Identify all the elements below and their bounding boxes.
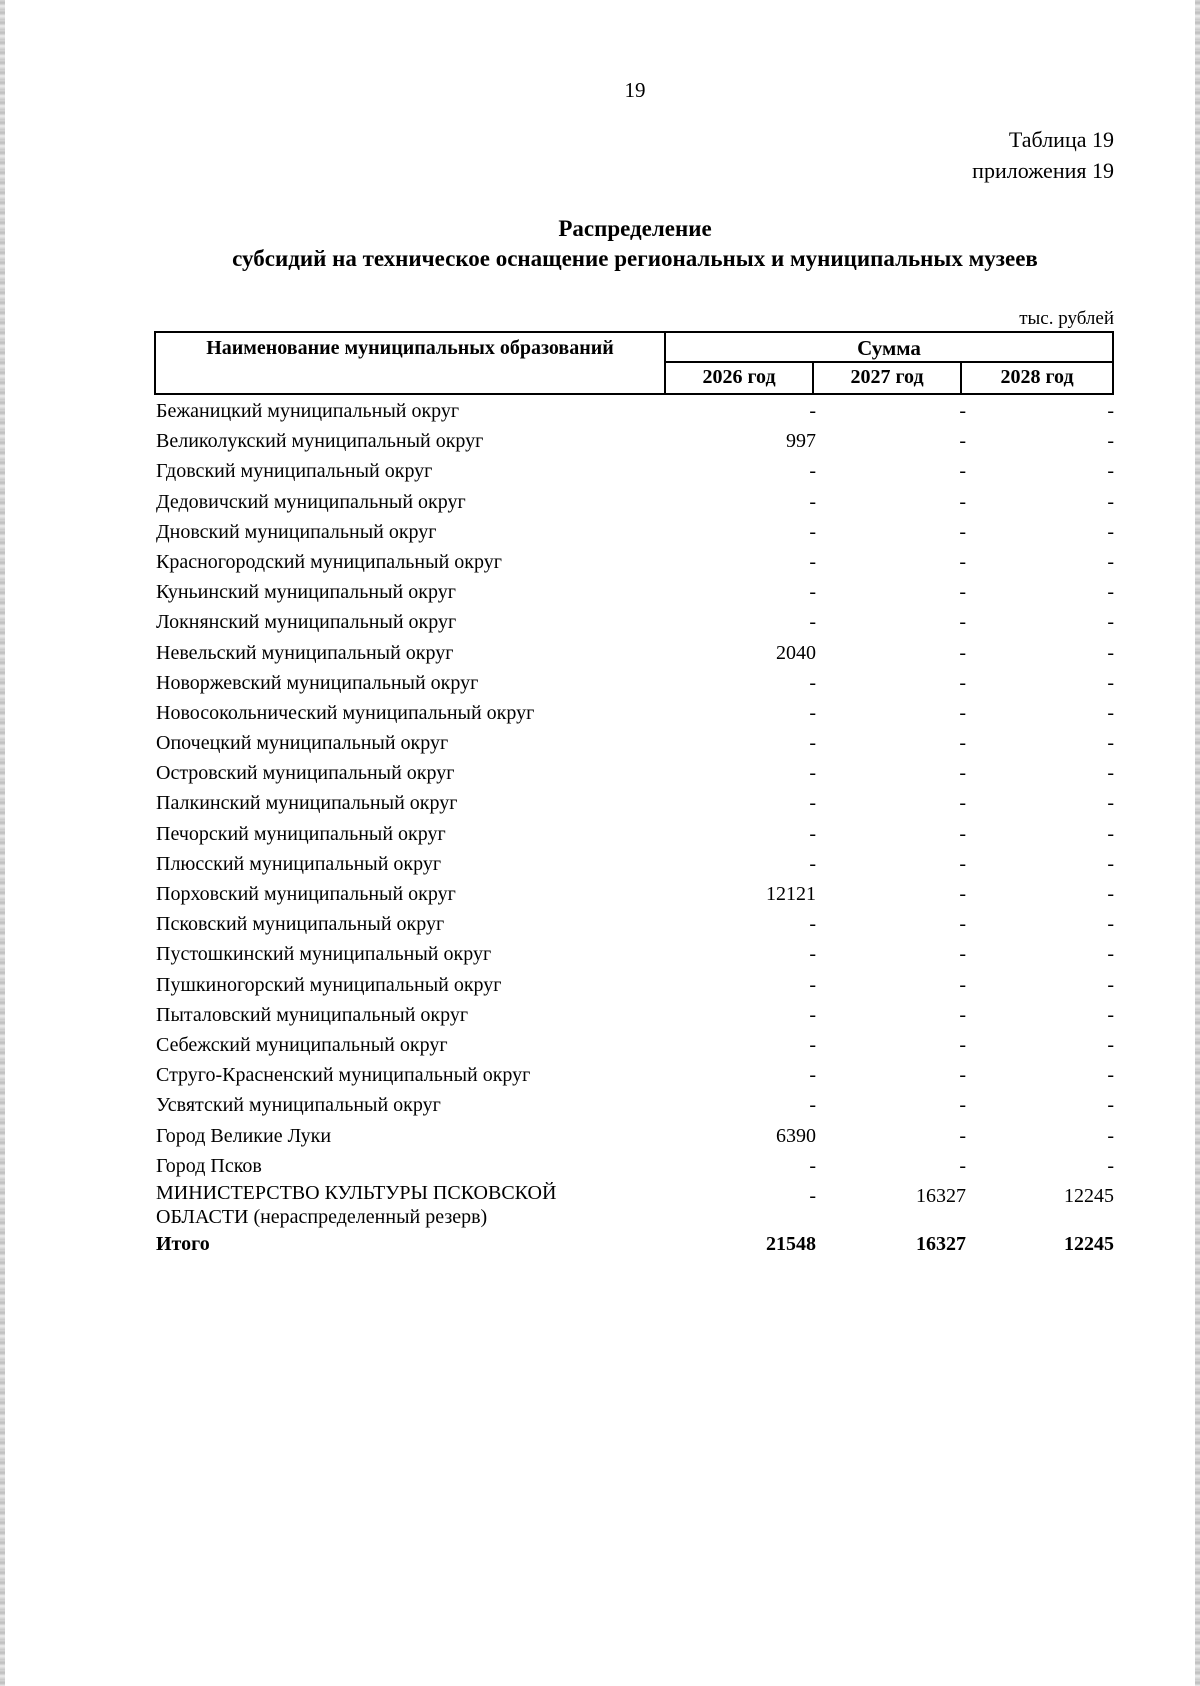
value-2028: - bbox=[1107, 883, 1114, 905]
table-row bbox=[156, 487, 1114, 517]
row-name: Струго-Красненский муниципальный округ bbox=[156, 1064, 531, 1087]
row-name: Печорский муниципальный округ bbox=[156, 822, 446, 845]
value-2026: 997 bbox=[786, 430, 816, 453]
value-2028: - bbox=[1107, 822, 1114, 845]
value-2028: - bbox=[1107, 913, 1114, 936]
value-2027: - bbox=[959, 611, 966, 634]
value-2026: - bbox=[809, 973, 816, 996]
row-name: Палкинский муниципальный округ bbox=[156, 792, 458, 815]
value-2027: - bbox=[959, 852, 966, 875]
value-2026: - bbox=[809, 822, 816, 845]
value-2027: - bbox=[959, 913, 966, 936]
value-2028: - bbox=[1107, 671, 1114, 694]
value-2027: - bbox=[959, 822, 966, 845]
value-2026: - bbox=[809, 490, 816, 513]
value-2028: - bbox=[1107, 611, 1114, 634]
value-2027: - bbox=[959, 671, 966, 694]
table-row bbox=[156, 517, 1114, 547]
value-2027: - bbox=[959, 520, 966, 543]
value-2028: - bbox=[1107, 701, 1114, 724]
value-2026: - bbox=[809, 732, 816, 755]
units-label: тыс. рублей bbox=[1019, 308, 1114, 329]
table-body bbox=[156, 396, 1114, 1259]
value-2028: - bbox=[1107, 1094, 1114, 1117]
value-2026: 12121 bbox=[766, 883, 816, 905]
value-2028: - bbox=[1107, 943, 1114, 966]
value-2028: - bbox=[1107, 792, 1114, 815]
table-row bbox=[156, 396, 1114, 426]
total-2028: 12245 bbox=[1064, 1232, 1114, 1255]
value-2028: - bbox=[1107, 400, 1114, 422]
value-2028: - bbox=[1107, 1124, 1114, 1147]
value-2027: - bbox=[959, 732, 966, 755]
value-2027: - bbox=[959, 1124, 966, 1147]
row-name: Город Псков bbox=[156, 1154, 262, 1177]
row-name: Новоржевский муниципальный округ bbox=[156, 671, 479, 694]
value-2027: - bbox=[959, 581, 966, 604]
row-name: МИНИСТЕРСТВО КУЛЬТУРЫ ПСКОВСКОЙ ОБЛАСТИ (нераспределенный резерв) bbox=[156, 1181, 557, 1228]
table-row bbox=[156, 638, 1114, 668]
value-2026: - bbox=[809, 701, 816, 724]
row-name: Красногородский муниципальный округ bbox=[156, 550, 502, 573]
value-2028: - bbox=[1107, 641, 1114, 664]
header-sum-column: Сумма bbox=[666, 333, 1112, 363]
value-2026: - bbox=[809, 1033, 816, 1056]
value-2027: - bbox=[959, 701, 966, 724]
value-2026: - bbox=[809, 550, 816, 573]
table-row bbox=[156, 970, 1114, 1000]
table-row bbox=[156, 456, 1114, 486]
value-2027: - bbox=[959, 762, 966, 785]
row-name: Дновский муниципальный округ bbox=[156, 520, 437, 543]
value-2027: - bbox=[959, 641, 966, 664]
row-name: Великолукский муниципальный округ bbox=[156, 430, 484, 453]
value-2026: - bbox=[809, 1064, 816, 1087]
value-2028: - bbox=[1107, 490, 1114, 513]
value-2026: - bbox=[809, 671, 816, 694]
value-2026: - bbox=[809, 400, 816, 422]
value-2028: - bbox=[1107, 1003, 1114, 1026]
title-line1: Распределение bbox=[558, 216, 712, 241]
row-name: Пыталовский муниципальный округ bbox=[156, 1003, 469, 1026]
table-ref-line1: Таблица 19 bbox=[1008, 127, 1114, 152]
value-2027: 16327 bbox=[916, 1184, 966, 1207]
value-2027: - bbox=[959, 792, 966, 815]
table-row bbox=[156, 758, 1114, 788]
value-2028: - bbox=[1107, 520, 1114, 543]
table-row bbox=[156, 849, 1114, 879]
value-2028: - bbox=[1107, 460, 1114, 483]
page-number: 19 bbox=[624, 78, 646, 102]
value-2027: - bbox=[959, 1064, 966, 1087]
value-2026: 2040 bbox=[776, 641, 816, 664]
value-2026: - bbox=[809, 913, 816, 936]
value-2027: - bbox=[959, 883, 966, 905]
table-ref-line2: приложения 19 bbox=[972, 158, 1114, 183]
header-name-column: Наименование муниципальных образований bbox=[156, 333, 666, 393]
value-2028: - bbox=[1107, 1033, 1114, 1056]
header-year-2027: 2027 год bbox=[814, 363, 962, 393]
table-row bbox=[156, 1181, 1114, 1229]
table-row bbox=[156, 879, 1114, 909]
row-name: Опочецкий муниципальный округ bbox=[156, 732, 449, 755]
value-2026: - bbox=[809, 1094, 816, 1117]
row-name: Город Великие Луки bbox=[156, 1124, 332, 1147]
value-2027: - bbox=[959, 430, 966, 453]
row-name: Новосокольнический муниципальный округ bbox=[156, 701, 535, 724]
value-2028: - bbox=[1107, 732, 1114, 755]
row-name: Пустошкинский муниципальный округ bbox=[156, 943, 492, 966]
value-2026: 6390 bbox=[776, 1124, 816, 1147]
table-row bbox=[156, 1000, 1114, 1030]
table-row bbox=[156, 426, 1114, 456]
table-row bbox=[156, 547, 1114, 577]
value-2027: - bbox=[959, 1094, 966, 1117]
table-row bbox=[156, 1151, 1114, 1181]
value-2026: - bbox=[809, 1003, 816, 1026]
total-2027: 16327 bbox=[916, 1232, 966, 1255]
value-2027: - bbox=[959, 943, 966, 966]
row-name: Псковский муниципальный округ bbox=[156, 913, 445, 936]
value-2027: - bbox=[959, 973, 966, 996]
value-2028: - bbox=[1107, 581, 1114, 604]
table-row bbox=[156, 1030, 1114, 1060]
table-row bbox=[156, 607, 1114, 637]
row-name: Невельский муниципальный округ bbox=[156, 641, 454, 664]
value-2028: - bbox=[1107, 1154, 1114, 1177]
header-year-2028: 2028 год bbox=[1000, 366, 1074, 388]
table-row bbox=[156, 939, 1114, 969]
header-year-2026: 2026 год bbox=[666, 363, 814, 393]
row-name: Пушкиногорский муниципальный округ bbox=[156, 973, 502, 996]
row-name: Бежаницкий муниципальный округ bbox=[156, 400, 460, 422]
value-2028: - bbox=[1107, 550, 1114, 573]
value-2027: - bbox=[959, 1154, 966, 1177]
total-label: Итого bbox=[156, 1232, 210, 1255]
total-2026: 21548 bbox=[766, 1232, 816, 1255]
value-2026: - bbox=[809, 792, 816, 815]
row-name: Дедовичский муниципальный округ bbox=[156, 490, 466, 513]
value-2027: - bbox=[959, 1003, 966, 1026]
total-row bbox=[156, 1229, 1114, 1259]
value-2028: - bbox=[1107, 430, 1114, 453]
row-name: Гдовский муниципальный округ bbox=[156, 460, 433, 483]
table-row bbox=[156, 1060, 1114, 1090]
value-2026: - bbox=[809, 460, 816, 483]
value-2026: - bbox=[809, 1184, 816, 1207]
value-2027: - bbox=[959, 490, 966, 513]
title-line2: субсидий на техническое оснащение региональных и муниципальных музеев bbox=[232, 246, 1038, 271]
value-2026: - bbox=[809, 762, 816, 785]
row-name: Островский муниципальный округ bbox=[156, 762, 455, 785]
value-2027: - bbox=[959, 460, 966, 483]
table-row bbox=[156, 698, 1114, 728]
row-name: Порховский муниципальный округ bbox=[156, 883, 456, 905]
row-name: Себежский муниципальный округ bbox=[156, 1033, 448, 1056]
table-row bbox=[156, 1121, 1114, 1151]
value-2027: - bbox=[959, 550, 966, 573]
value-2028: - bbox=[1107, 1064, 1114, 1087]
value-2026: - bbox=[809, 1154, 816, 1177]
value-2026: - bbox=[809, 943, 816, 966]
table-row bbox=[156, 668, 1114, 698]
row-name: Куньинский муниципальный округ bbox=[156, 581, 456, 604]
value-2027: - bbox=[959, 1033, 966, 1056]
value-2026: - bbox=[809, 611, 816, 634]
row-name: Плюсский муниципальный округ bbox=[156, 852, 442, 875]
value-2028: - bbox=[1107, 852, 1114, 875]
value-2027: - bbox=[959, 400, 966, 422]
table-reference bbox=[972, 124, 1114, 186]
table-row bbox=[156, 819, 1114, 849]
document-title bbox=[0, 214, 1200, 274]
value-2026: - bbox=[809, 852, 816, 875]
value-2026: - bbox=[809, 520, 816, 543]
table-row bbox=[156, 728, 1114, 758]
table-row bbox=[156, 909, 1114, 939]
table-row bbox=[156, 788, 1114, 818]
value-2028: 12245 bbox=[1064, 1184, 1114, 1207]
table-row bbox=[156, 1090, 1114, 1120]
row-name: Локнянский муниципальный округ bbox=[156, 611, 457, 634]
value-2028: - bbox=[1107, 973, 1114, 996]
row-name: Усвятский муниципальный округ bbox=[156, 1094, 441, 1117]
table-header bbox=[154, 331, 1114, 395]
table-row bbox=[156, 577, 1114, 607]
value-2026: - bbox=[809, 581, 816, 604]
value-2028: - bbox=[1107, 762, 1114, 785]
